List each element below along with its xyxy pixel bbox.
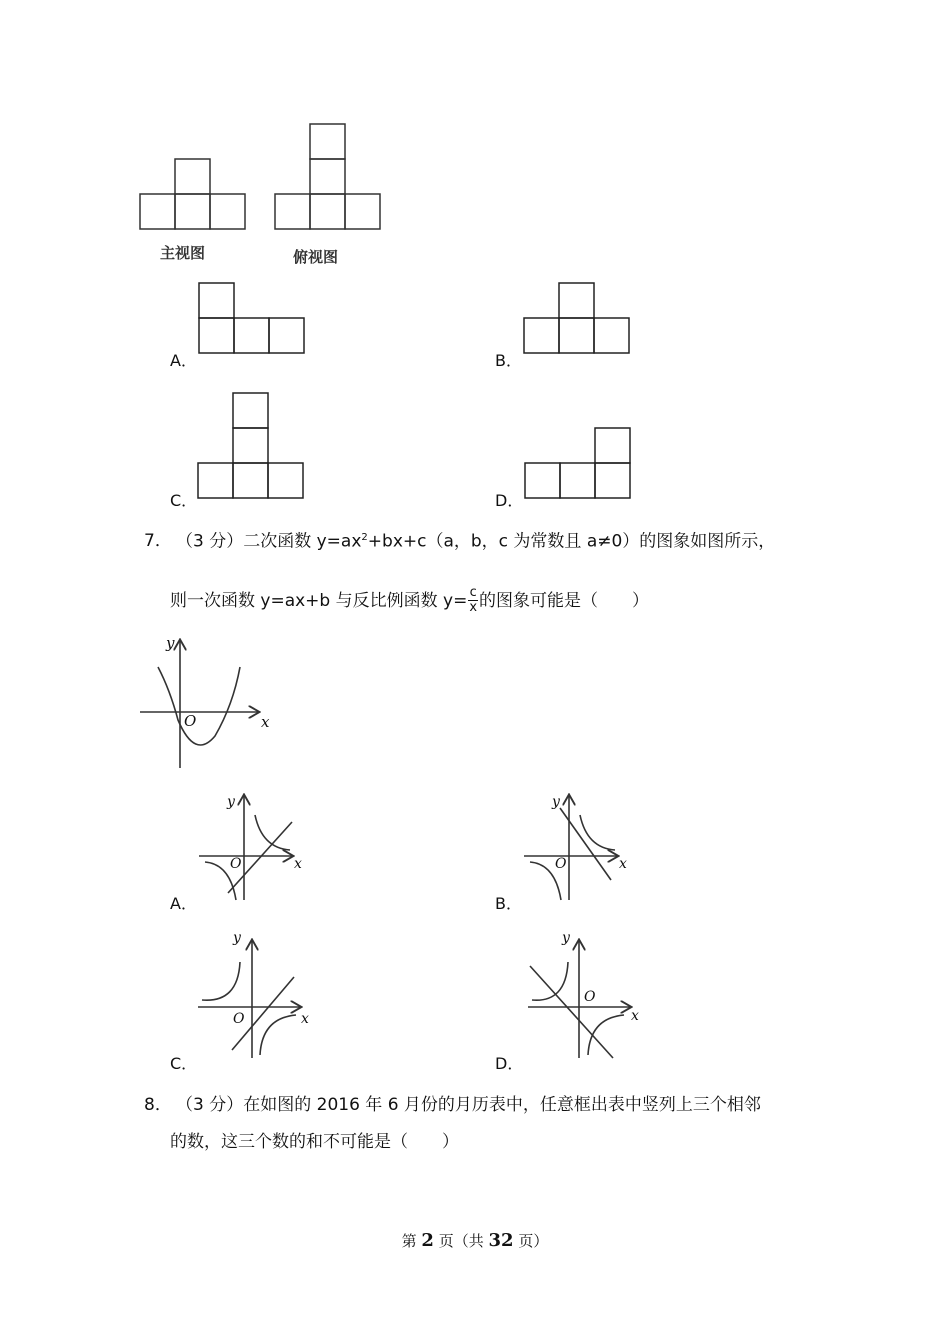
q7-main-axis-y: y [166,634,175,652]
q6-option-b-label: B． [495,351,522,370]
q7-c-axis-y: y [233,930,241,946]
q7-exponent: 2 [361,532,368,543]
q6-option-d-label: D． [495,491,524,510]
footer-suffix: 页） [518,1232,549,1250]
q7-line1-part2: +bx+c（a，b，c 为常数且 a≠0）的图象如图所示， [367,531,776,552]
q7-line2-part1: 则一次函数 y=ax+b 与反比例函数 y= [170,590,468,611]
q7-b-axis-y: y [552,794,560,810]
q7-d-axis-x: x [631,1008,639,1024]
q7-option-c-label: C． [170,1054,198,1073]
q7-option-d-label: D． [495,1054,524,1073]
q8-line1: （3 分）在如图的 2016 年 6 月份的月历表中，任意框出表中竖列上三个相邻 [176,1095,761,1115]
q7-main-axis-x: x [261,713,270,731]
q7-option-a-label: A． [170,894,197,913]
q7-number: 7． [144,531,172,551]
front-view-label: 主视图 [160,244,206,262]
q7-frac-denominator: x [469,600,478,616]
q7-a-origin: O [230,856,242,872]
page-footer [0,1230,950,1251]
q7-line2-part2: 的图象可能是（ ） [479,590,650,611]
q7-d-axis-y: y [562,930,570,946]
q7-d-origin: O [584,989,596,1005]
q7-b-axis-x: x [619,856,627,872]
q7-a-axis-y: y [227,794,235,810]
q7-c-origin: O [233,1011,245,1027]
footer-total-pages: 32 [488,1230,514,1251]
q7-frac-numerator: c [469,585,477,600]
q8-number: 8． [144,1095,172,1115]
q7-c-axis-x: x [301,1011,309,1027]
q7-line1-part1: （3 分）二次函数 y=ax [176,531,362,552]
q6-option-a-label: A． [170,351,197,370]
q7-main-origin: O [184,712,197,730]
footer-page-number: 2 [421,1230,434,1251]
q7-b-origin: O [555,856,567,872]
q8-line2: 的数，这三个数的和不可能是（ ） [170,1132,459,1152]
q6-option-c-label: C． [170,491,198,510]
q7-option-b-label: B． [495,894,522,913]
top-view-label: 俯视图 [293,248,339,266]
q7-a-axis-x: x [294,856,302,872]
footer-middle: 页（共 [438,1232,484,1250]
footer-prefix: 第 [401,1232,417,1250]
